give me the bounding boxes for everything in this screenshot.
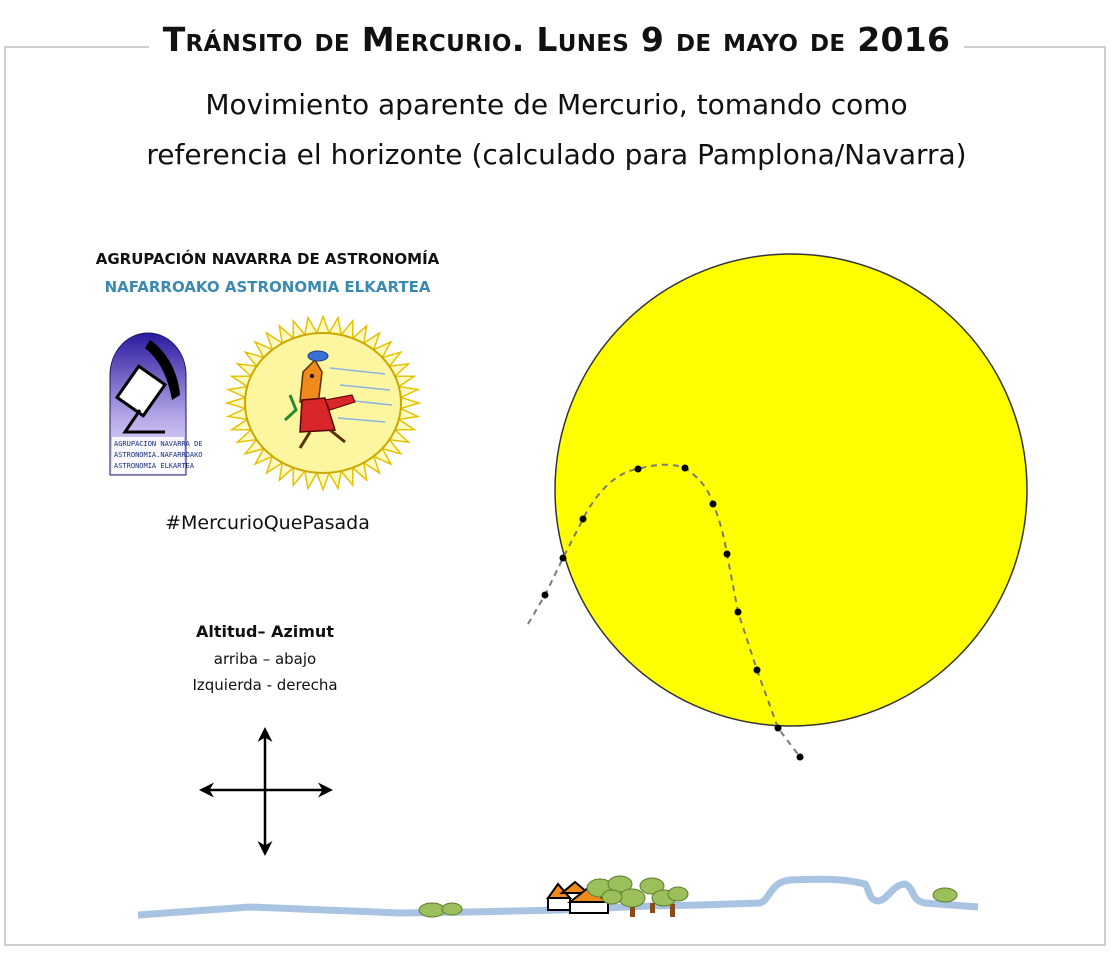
page-title: Tránsito de Mercurio. Lunes 9 de mayo de 2016 <box>0 20 1113 59</box>
sun-disk <box>555 254 1027 726</box>
horizon-landscape-icon <box>138 876 978 917</box>
subtitle-line-2: referencia el horizonte (calculado para Pamplona/Navarra) <box>146 138 967 171</box>
mercury-dot-3 <box>580 516 587 523</box>
subtitle-line-1: Movimiento aparente de Mercurio, tomando como <box>205 88 908 121</box>
sun-mascot-icon <box>227 317 419 490</box>
direction-arrows-icon <box>202 730 330 853</box>
mercury-dot-5 <box>682 465 689 472</box>
organization-name-eu: NAFARROAKO ASTRONOMIA ELKARTEA <box>104 278 431 296</box>
logo-text-1: AGRUPACION NAVARRA DE <box>114 440 203 448</box>
mercury-dot-11 <box>797 754 804 761</box>
mercury-dot-7 <box>724 551 731 558</box>
legend-title: Altitud– Azimut <box>196 622 334 641</box>
logo-text-3: ASTRONOMIA ELKARTEA <box>114 462 195 470</box>
hashtag: #MercurioQuePasada <box>165 512 370 534</box>
mercury-dot-8 <box>735 609 742 616</box>
legend-line-2: Izquierda - derecha <box>192 676 338 694</box>
mercury-dot-2 <box>560 555 567 562</box>
legend-line-1: arriba – abajo <box>213 650 317 668</box>
mercury-dot-6 <box>710 501 717 508</box>
mercury-dot-4 <box>635 466 642 473</box>
mercury-dot-1 <box>542 592 549 599</box>
observatory-logo-icon <box>110 333 203 475</box>
mercury-dot-9 <box>754 667 761 674</box>
logo-text-2: ASTRONOMIA.NAFARROAKO <box>114 451 203 459</box>
mercury-dot-10 <box>775 725 782 732</box>
organization-name-es: AGRUPACIÓN NAVARRA DE ASTRONOMÍA <box>95 250 440 268</box>
